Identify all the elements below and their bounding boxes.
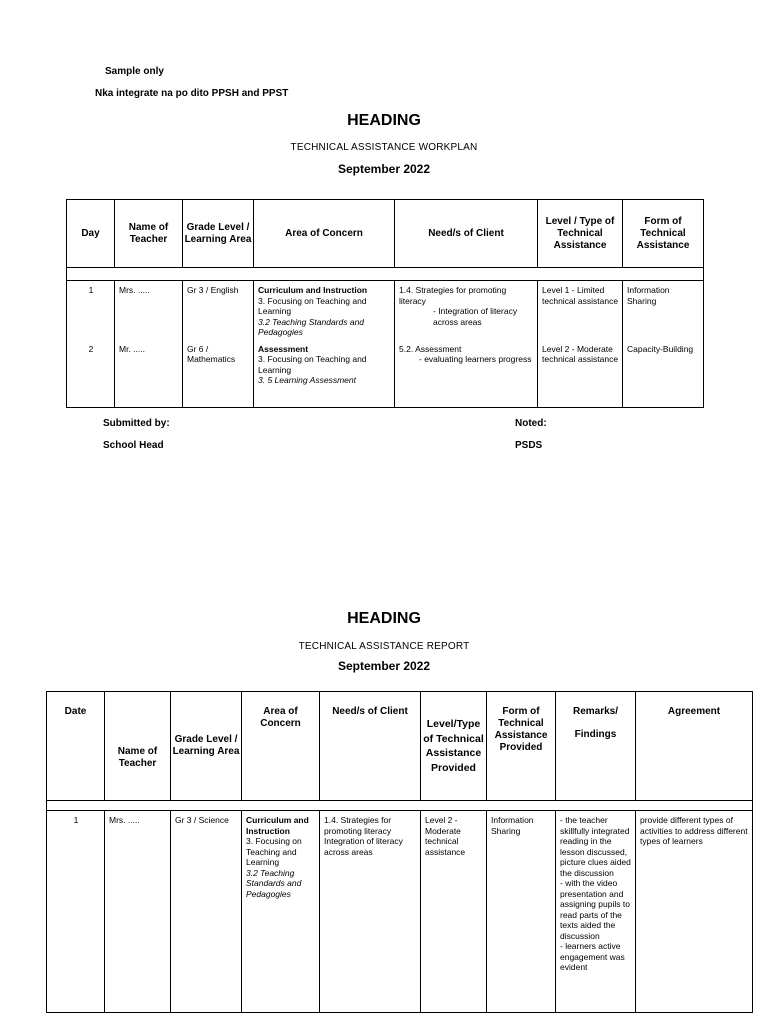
need-bullet: - evaluating learners progress xyxy=(419,354,532,364)
form-cell: Information Sharing xyxy=(623,281,704,340)
header-concern: Area of Concern xyxy=(242,692,320,801)
table-row xyxy=(47,811,753,1013)
need-bullet: - Integration of literacy across areas xyxy=(433,306,518,327)
header-day: Day xyxy=(67,200,115,268)
report-date: September 2022 xyxy=(337,659,431,673)
concern-line: 3. Focusing on Teaching and Learning xyxy=(258,295,367,316)
remark-1: - the teacher skillfully integrated reading in the lesson discussed, picture clues aided the discussion xyxy=(560,815,631,878)
workplan-subtitle: TECHNICAL ASSISTANCE WORKPLAN xyxy=(290,142,478,153)
header-form: Form of Technical Assistance Provided xyxy=(487,692,556,801)
need-sub: Integration of literacy across areas xyxy=(324,836,403,857)
header-date: Date xyxy=(47,692,105,801)
workplan-heading: HEADING xyxy=(347,112,421,129)
submitter-name: School Head xyxy=(103,440,164,451)
date-cell: 1 xyxy=(47,811,105,1013)
instruction-note: Nka integrate na po dito PPSH and PPST xyxy=(95,88,289,99)
grade-cell: Gr 3 / English xyxy=(183,281,254,340)
level-cell: Level 2 - Moderate technical assistance xyxy=(421,811,487,1013)
header-grade: Grade Level / Learning Area xyxy=(183,200,254,268)
day-cell: 1 xyxy=(67,281,115,340)
remark-3: - learners active engagement was evident xyxy=(560,941,625,972)
grade-cell: Gr 3 / Science xyxy=(171,811,242,1013)
report-header-row xyxy=(47,692,753,801)
header-agreement: Agreement xyxy=(636,692,753,801)
header-teacher: Name of Teacher xyxy=(105,692,171,801)
header-level: Level / Type of Technical Assistance xyxy=(538,200,623,268)
day-cell: 2 xyxy=(67,340,115,408)
remarks-cell xyxy=(556,811,636,1013)
concern-cell xyxy=(242,811,320,1013)
needs-cell xyxy=(395,340,538,408)
table-row xyxy=(67,281,704,340)
teacher-cell: Mr. ..... xyxy=(115,340,183,408)
concern-line: 3. Focusing on Teaching and Learning xyxy=(258,354,367,375)
remark-2: - with the video presentation and assigning pupils to read parts of the texts aided the discussion xyxy=(560,878,630,941)
header-needs: Need/s of Client xyxy=(395,200,538,268)
header-remarks-line2: Findings xyxy=(574,729,617,740)
need-main: 1.4. Strategies for promoting literacy xyxy=(399,285,507,306)
report-spacer-row xyxy=(47,801,753,811)
header-level: Level/Type of Technical Assistance Provided xyxy=(421,692,487,801)
need-main: 1.4. Strategies for promoting literacy xyxy=(324,815,392,836)
level-cell: Level 1 - Limited technical assistance xyxy=(538,281,623,340)
concern-cell xyxy=(254,281,395,340)
report-table xyxy=(46,691,753,1013)
report-heading: HEADING xyxy=(347,610,421,627)
header-grade: Grade Level / Learning Area xyxy=(171,692,242,801)
concern-title: Curriculum and Instruction xyxy=(246,815,309,836)
report-subtitle: TECHNICAL ASSISTANCE REPORT xyxy=(298,641,470,652)
concern-italic: 3. 5 Learning Assessment xyxy=(258,375,356,385)
concern-title: Assessment xyxy=(258,343,309,354)
header-remarks xyxy=(556,692,636,801)
header-concern: Area of Concern xyxy=(254,200,395,268)
agreement-cell: provide different types of activities to address different types of learners xyxy=(636,811,753,1013)
noter-name: PSDS xyxy=(515,440,543,451)
need-main: 5.2. Assessment xyxy=(399,343,462,354)
header-remarks-line1: Remarks/ xyxy=(572,706,619,717)
grade-cell: Gr 6 / Mathematics xyxy=(183,340,254,408)
concern-title: Curriculum and Instruction xyxy=(258,285,368,295)
concern-cell xyxy=(254,340,395,408)
submitted-by-label: Submitted by: xyxy=(103,418,170,429)
form-cell: Information Sharing xyxy=(487,811,556,1013)
needs-cell xyxy=(320,811,421,1013)
workplan-header-row xyxy=(67,200,704,268)
concern-line: 3. Focusing on Teaching and Learning xyxy=(246,836,302,867)
noted-label: Noted: xyxy=(515,418,547,429)
header-form: Form of Technical Assistance xyxy=(623,200,704,268)
sample-only-note: Sample only xyxy=(105,66,164,77)
header-teacher: Name of Teacher xyxy=(115,200,183,268)
header-needs: Need/s of Client xyxy=(320,692,421,801)
workplan-table xyxy=(66,199,704,408)
level-cell: Level 2 - Moderate technical assistance xyxy=(538,340,623,408)
concern-italic: 3.2 Teaching Standards and Pedagogies xyxy=(258,316,365,337)
workplan-spacer-row xyxy=(67,268,704,281)
table-row xyxy=(67,340,704,408)
needs-cell xyxy=(395,281,538,340)
workplan-date: September 2022 xyxy=(337,162,431,176)
form-cell: Capacity-Building xyxy=(623,340,704,408)
concern-italic: 3.2 Teaching Standards and Pedagogies xyxy=(246,867,302,899)
teacher-cell: Mrs. ..... xyxy=(115,281,183,340)
teacher-cell: Mrs. ..... xyxy=(105,811,171,1013)
